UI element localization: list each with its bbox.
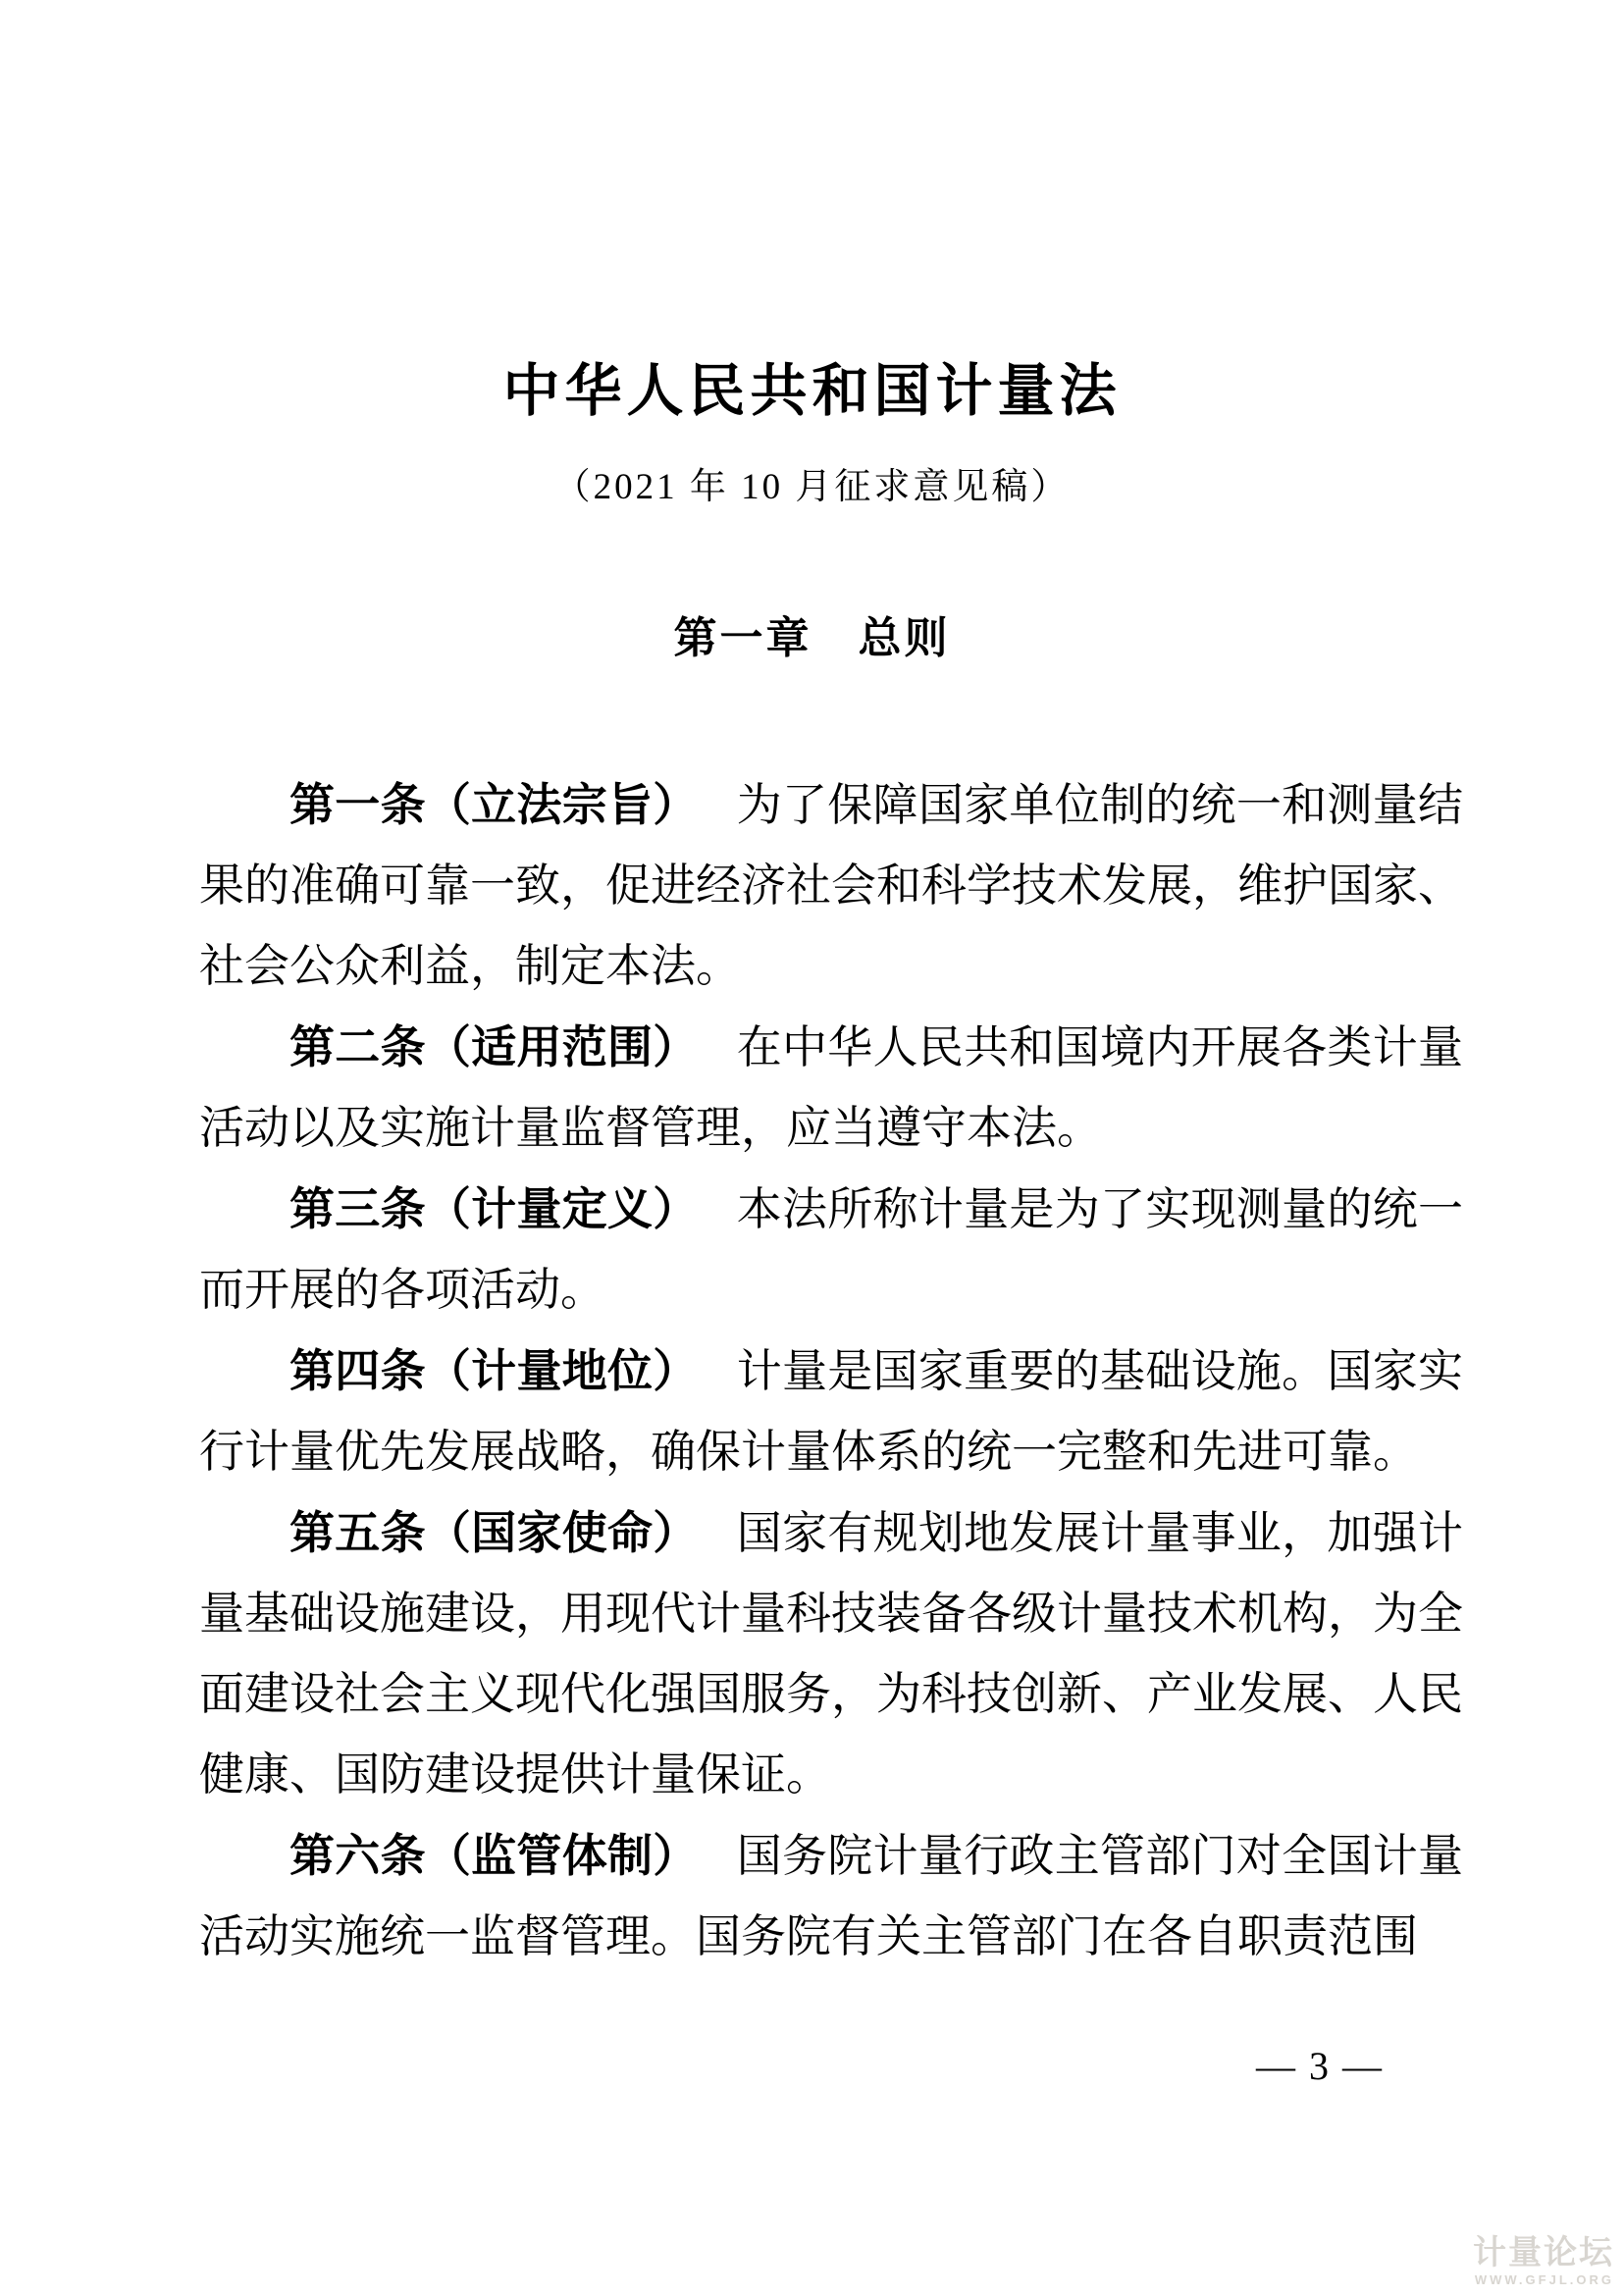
article-heading: 第四条（计量地位） bbox=[289, 1345, 699, 1396]
article-body-text: 本法所称计量是为了实现测量的统一而开展的各项活动。 bbox=[199, 1184, 1464, 1315]
article-paragraph bbox=[199, 764, 1463, 1007]
article-body-text: 国家有规划地发展计量事业，加强计量基础设施建设，用现代计量科技装备各级计量技术机构，为全面建设社会主义现代化强国服务，为科技创新、产业发展、人民健康、国防建设提供计量保证。 bbox=[199, 1508, 1464, 1800]
article-heading: 第三条（计量定义） bbox=[289, 1183, 699, 1234]
article-paragraph bbox=[199, 1331, 1463, 1492]
article-paragraph bbox=[199, 1007, 1463, 1169]
articles bbox=[199, 764, 1463, 1977]
article-body-text: 计量是国家重要的基础设施。国家实行计量优先发展战略，确保计量体系的统一完整和先进可靠。 bbox=[199, 1346, 1464, 1477]
article-paragraph bbox=[199, 1169, 1463, 1331]
article-paragraph bbox=[199, 1815, 1463, 1977]
watermark-logo-text: 计量论坛 bbox=[1473, 2234, 1614, 2271]
document-title: 中华人民共和国计量法 bbox=[502, 359, 1122, 423]
article-heading: 第二条（适用范围） bbox=[289, 1021, 699, 1072]
page-number: — 3 — bbox=[1256, 2044, 1384, 2088]
watermark-url-text: WWW.GFJL.ORG bbox=[1474, 2272, 1614, 2287]
article-body-text: 国务院计量行政主管部门对全国计量活动实施统一监督管理。国务院有关主管部门在各自职责范围 bbox=[199, 1831, 1464, 1961]
article-paragraph bbox=[199, 1492, 1463, 1815]
chapter-heading: 第一章 总则 bbox=[673, 614, 951, 662]
article-body-text: 在中华人民共和国境内开展各类计量活动以及实施计量监督管理，应当遵守本法。 bbox=[199, 1022, 1464, 1153]
article-body-text: 为了保障国家单位制的统一和测量结果的准确可靠一致，促进经济社会和科学技术发展，维护国家、社会公众利益，制定本法。 bbox=[199, 780, 1464, 991]
article-heading: 第一条（立法宗旨） bbox=[289, 779, 699, 830]
document-subtitle: （2021 年 10 月征求意见稿） bbox=[553, 467, 1071, 507]
article-heading: 第五条（国家使命） bbox=[289, 1507, 699, 1558]
article-heading: 第六条（监管体制） bbox=[289, 1830, 699, 1881]
watermark bbox=[1473, 2236, 1614, 2286]
